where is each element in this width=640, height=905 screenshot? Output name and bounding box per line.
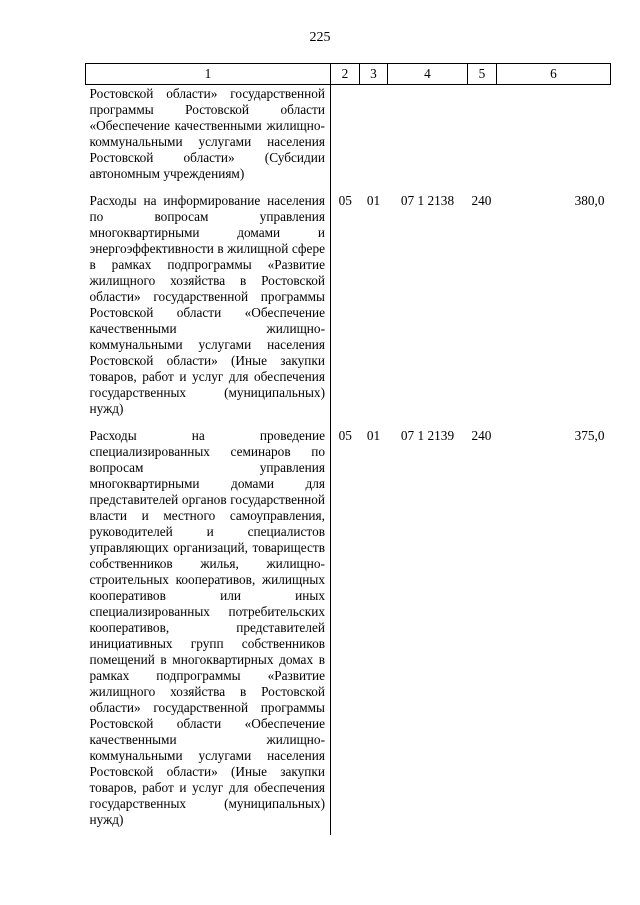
page-number: 225 <box>309 30 331 45</box>
row-amount: 380,0 <box>574 193 605 208</box>
column-header-4: 4 <box>388 64 468 85</box>
row-subsection: 01 <box>366 193 381 208</box>
column-header-1: 1 <box>86 64 331 85</box>
row-description: Расходы на проведение специализированных семинаров по вопросам управления многоквартирными домами для представителей органов государственной власти и местного самоуправления, руководителей и специалистов управляющих организаций, товариществ собственников жилья, жилищно-строительных кооперативов, жилищных кооперативов или иных специализированных потребительских кооперативов, представителей инициативных групп собственников помещений в многоквартирных домах в рамках подпрограммы «Развитие жилищного хозяйства в Ростовской области» государственной программы Ростовской области «Обеспечение качественными жилищно-коммунальными услугами населения Ростовской области» (Иные закупки товаров, работ и услуг для обеспечения государственных (муниципальных) нужд) <box>86 424 331 835</box>
table-header-row <box>86 64 611 85</box>
column-header-6: 6 <box>497 64 611 85</box>
column-header-2: 2 <box>331 64 360 85</box>
row-section: 05 <box>338 428 352 443</box>
row-description: Расходы на информирование населения по вопросам управления многоквартирными домами и энергоэффективности в жилищной сфере в рамках подпрограммы «Развитие жилищного хозяйства в Ростовской области» государственной программы Ростовской области «Обеспечение качественными жилищно-коммунальными услугами населения Ростовской области» (Иные закупки товаров, работ и услуг для обеспечения государственных (муниципальных) нужд) <box>86 189 331 424</box>
row-subsection: 01 <box>366 428 381 443</box>
row-description: Ростовской области» государственной программы Ростовской области «Обеспечение качественными жилищно-коммунальными услугами населения Ростовской области» (Субсидии автономным учреждениям) <box>86 85 331 190</box>
column-header-5: 5 <box>468 64 497 85</box>
table-row <box>86 189 611 424</box>
row-expense-type <box>468 85 497 190</box>
row-section: 05 <box>338 193 352 208</box>
row-section <box>331 85 360 190</box>
column-header-3: 3 <box>360 64 388 85</box>
row-target-article <box>388 85 468 190</box>
row-amount <box>497 85 611 190</box>
table-row <box>86 85 611 190</box>
row-amount: 375,0 <box>574 428 605 443</box>
row-expense-type: 240 <box>471 193 492 208</box>
row-target-article: 07 1 2138 <box>400 193 455 208</box>
table-row <box>86 424 611 835</box>
row-subsection <box>360 85 388 190</box>
row-expense-type: 240 <box>471 428 492 443</box>
budget-table <box>85 63 611 835</box>
row-target-article: 07 1 2139 <box>400 428 455 443</box>
